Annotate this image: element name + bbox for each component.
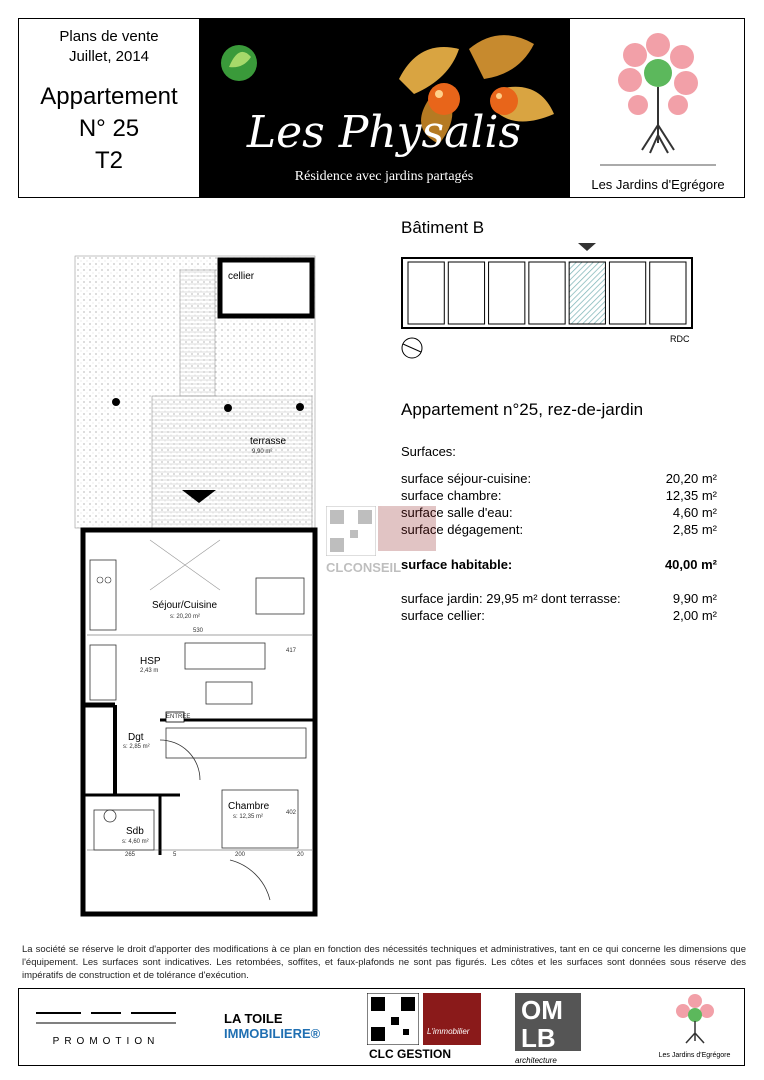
egregore-tree-icon (670, 991, 720, 1047)
omb-mark-icon (515, 993, 581, 1051)
surface-total-label: surface habitable: (401, 557, 513, 572)
building-unit-selected (569, 262, 605, 324)
toile-logo (224, 1011, 344, 1041)
clc-logo (367, 993, 483, 1063)
surface-label: surface jardin: 29,95 m² dont terrasse: (401, 591, 621, 606)
egregore-tree-icon (590, 25, 726, 173)
qr-code-icon (367, 993, 419, 1045)
footer-logos (18, 988, 745, 1066)
plan-chambre-area: s: 12,35 m² (233, 814, 264, 820)
surface-label: surface cellier: (401, 608, 485, 623)
apartment-number: N° 25 (78, 115, 140, 142)
plan-sdb-area: s: 4,60 m² (122, 839, 149, 845)
info-title: Appartement n°25, rez-de-jardin (401, 400, 644, 419)
plan-hsp-value: 2,43 m (140, 668, 159, 674)
egregore-footer-text: Les Jardins d'Egrégore (658, 1052, 731, 1059)
toile-line-2: IMMOBILIERE® (224, 1026, 321, 1041)
surface-value: 9,90 m² (672, 591, 717, 606)
plan-dim-530: 530 (193, 628, 204, 634)
header (18, 18, 745, 198)
surface-value: 2,85 m² (672, 522, 717, 537)
egregore-logo (569, 19, 746, 197)
surface-row (401, 488, 717, 505)
plan-dim-417: 417 (286, 648, 297, 654)
surface-total-value: 40,00 m² (664, 557, 717, 572)
surface-label: surface dégagement: (401, 522, 524, 537)
jvl-logo (31, 1009, 181, 1047)
plan-dim-200: 200 (235, 852, 246, 858)
level-label: RDC (670, 334, 690, 344)
clc-watermark (326, 506, 438, 576)
plan-dim-265: 265 (125, 852, 136, 858)
plan-sejour-label: Séjour/Cuisine (152, 600, 218, 611)
compass-icon (403, 344, 421, 352)
clc-text: CLC GESTION (369, 1047, 452, 1061)
building-unit (408, 262, 444, 324)
watermark-text: CLCONSEIL (326, 560, 402, 575)
building-elevation (400, 240, 696, 360)
surface-row (401, 522, 717, 539)
building-unit (529, 262, 565, 324)
surface-extra-row (401, 591, 717, 608)
egregore-footer-logo (647, 991, 742, 1063)
surface-value: 2,00 m² (672, 608, 717, 623)
plan-sdb-label: Sdb (126, 826, 144, 837)
plan-dgt-label: Dgt (128, 732, 144, 743)
jvl-mark-icon (31, 1009, 181, 1031)
brand-tagline: Résidence avec jardins partagés (294, 169, 474, 184)
svg-text:LB: LB (521, 1023, 556, 1051)
building-unit (609, 262, 645, 324)
plan-sejour-area: s: 20,20 m² (170, 614, 201, 620)
omb-logo (515, 993, 581, 1063)
plan-dim-402: 402 (286, 810, 297, 816)
surface-row (401, 505, 717, 522)
plan-terrasse-area: 9,90 m² (252, 449, 273, 455)
plan-dgt-area: s: 2,85 m² (123, 744, 150, 750)
sale-plan-label: Plans de vente (59, 28, 159, 45)
surface-total-row (401, 557, 717, 574)
header-info (19, 19, 199, 197)
qr-code-icon (326, 506, 376, 556)
floor-plan (70, 250, 330, 920)
selected-unit-marker-icon (578, 243, 596, 251)
building-unit (650, 262, 686, 324)
plan-cellier-label: cellier (228, 271, 255, 282)
surfaces-heading: Surfaces: (401, 444, 456, 459)
surface-value: 20,20 m² (665, 471, 717, 486)
plan-dim-5: 5 (173, 852, 177, 858)
building-unit (448, 262, 484, 324)
clc-sub: L'immobilier (427, 1027, 470, 1036)
egregore-label: Les Jardins d'Egrégore (591, 177, 725, 192)
plan-entry-tag: ENTREE (166, 714, 191, 720)
plan-date: Juillet, 2014 (68, 48, 150, 65)
surface-label: surface séjour-cuisine: (401, 471, 532, 486)
apartment-type: T2 (94, 147, 123, 174)
brand-name: Les Physalis (246, 107, 522, 158)
brand-banner (199, 19, 569, 197)
apartment-label: Appartement (40, 83, 178, 110)
plan-hsp-label: HSP (140, 656, 161, 667)
surface-label: surface salle d'eau: (401, 505, 513, 520)
surface-extra-row (401, 608, 717, 625)
surface-label: surface chambre: (401, 488, 502, 503)
surface-value: 4,60 m² (672, 505, 717, 520)
plan-dim-20: 20 (297, 852, 304, 858)
toile-line-1: LA TOILE (224, 1011, 283, 1026)
surface-value: 12,35 m² (665, 488, 717, 503)
disclaimer: La société se réserve le droit d'apporter des modifications à ce plan en fonction des nécessités techniques et administratives, tant en ce qui concerne les dimensions que l'équipement. Les surfaces sont indicatives. Les retombées, soffites, et faux-plafonds ne sont pas figurés. Les côtes et les surfaces sont données sous réserve des impératifs de construction et de tolérance d'exécution. (22, 944, 746, 981)
surface-row (401, 471, 717, 488)
building-unit (489, 262, 525, 324)
clc-house-icon (423, 993, 481, 1045)
plan-terrasse-label: terrasse (250, 436, 287, 447)
jvl-text: PROMOTION (52, 1036, 160, 1047)
svg-text:OM: OM (521, 995, 563, 1025)
building-title: Bâtiment B (401, 218, 485, 237)
omb-sub: architecture (515, 1056, 557, 1065)
plan-chambre-label: Chambre (228, 801, 270, 812)
